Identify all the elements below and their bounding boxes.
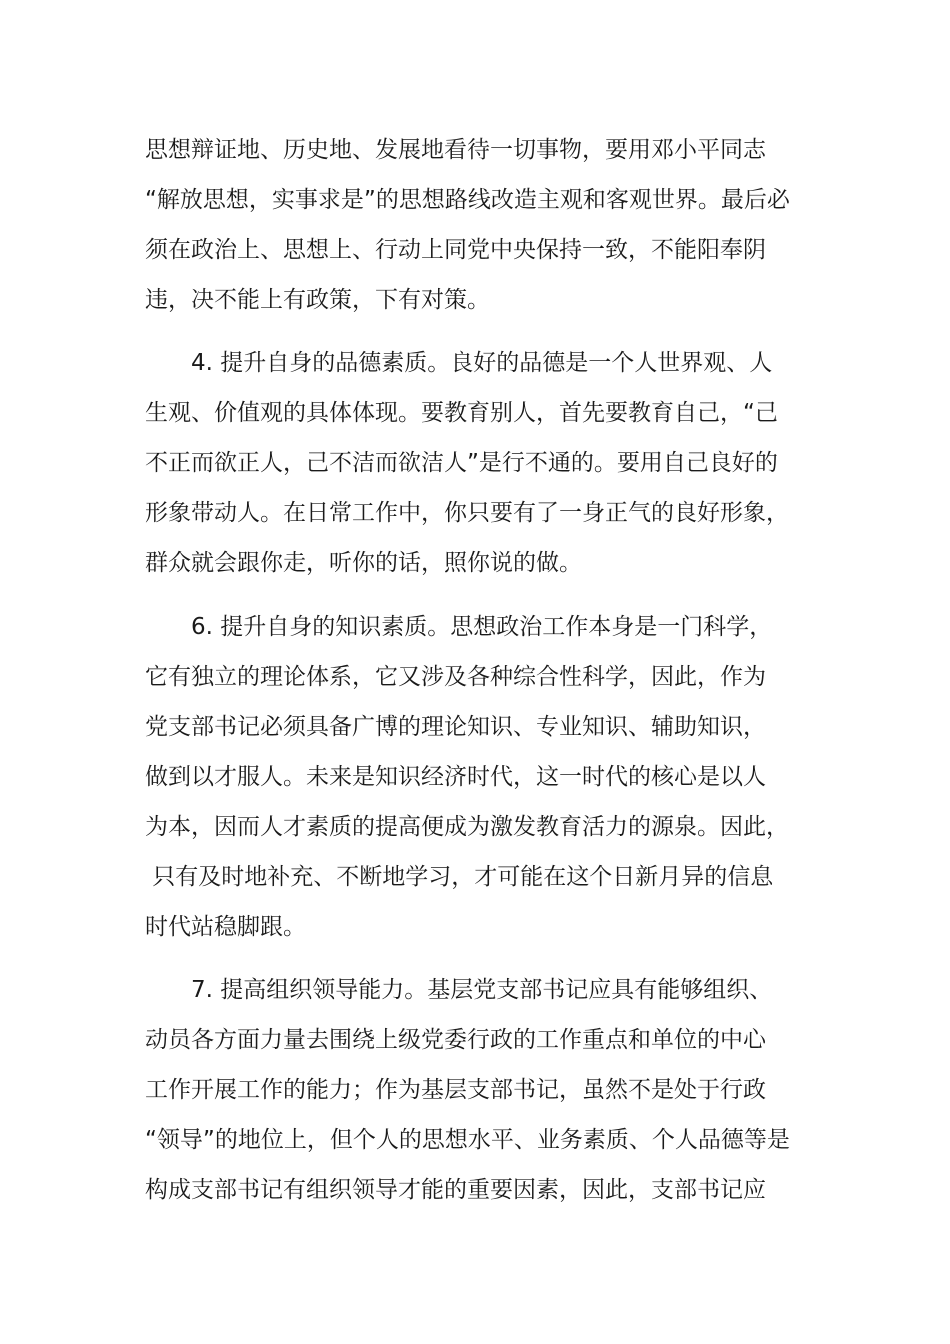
text-line: 做到以才服人。未来是知识经济时代，这一时代的核心是以人 — [145, 764, 766, 790]
paragraph-item-6 — [145, 602, 810, 952]
text-line: 只有及时地补充、不断地学习，才可能在这个日新月异的信息 — [145, 864, 774, 890]
text-line: 动员各方面力量去围绕上级党委行政的工作重点和单位的中心 — [145, 1027, 766, 1053]
text-line: 群众就会跟你走，听你的话，照你说的做。 — [145, 550, 582, 576]
paragraph-continuation — [145, 125, 810, 325]
text-line: 形象带动人。在日常工作中，你只要有了一身正气的良好形象， — [145, 500, 789, 526]
text-line: “领导”的地位上，但个人的思想水平、业务素质、个人品德等是 — [145, 1127, 790, 1153]
text-line: 党支部书记必须具备广博的理论知识、专业知识、辅助知识， — [145, 714, 766, 740]
text-line: 为本，因而人才素质的提高便成为激发教育活力的源泉。因此， — [145, 814, 789, 840]
text-line: 思想辩证地、历史地、发展地看待一切事物，要用邓小平同志 — [145, 137, 766, 163]
text-line: 生观、价值观的具体体现。要教育别人，首先要教育自己，“己 — [145, 400, 778, 426]
text-line: 构成支部书记有组织领导才能的重要因素，因此，支部书记应 — [145, 1177, 766, 1203]
text-line: 违，决不能上有政策，下有对策。 — [145, 287, 490, 313]
text-line: 6. 提升自身的知识素质。思想政治工作本身是一门科学， — [191, 614, 773, 640]
text-line: 4. 提升自身的品德素质。良好的品德是一个人世界观、人 — [191, 350, 773, 376]
text-line: 工作开展工作的能力；作为基层支部书记，虽然不是处于行政 — [145, 1077, 766, 1103]
text-line: 不正而欲正人，己不洁而欲洁人”是行不通的。要用自己良好的 — [145, 450, 778, 476]
text-line: 须在政治上、思想上、行动上同党中央保持一致，不能阳奉阴 — [145, 237, 766, 263]
text-line: 时代站稳脚跟。 — [145, 914, 306, 940]
text-line: 它有独立的理论体系，它又涉及各种综合性科学，因此，作为 — [145, 664, 766, 690]
paragraph-item-7 — [145, 965, 810, 1215]
text-line: “解放思想，实事求是”的思想路线改造主观和客观世界。最后必 — [145, 187, 790, 213]
text-line: 7. 提高组织领导能力。基层党支部书记应具有能够组织、 — [191, 977, 773, 1003]
paragraph-item-4 — [145, 338, 810, 588]
